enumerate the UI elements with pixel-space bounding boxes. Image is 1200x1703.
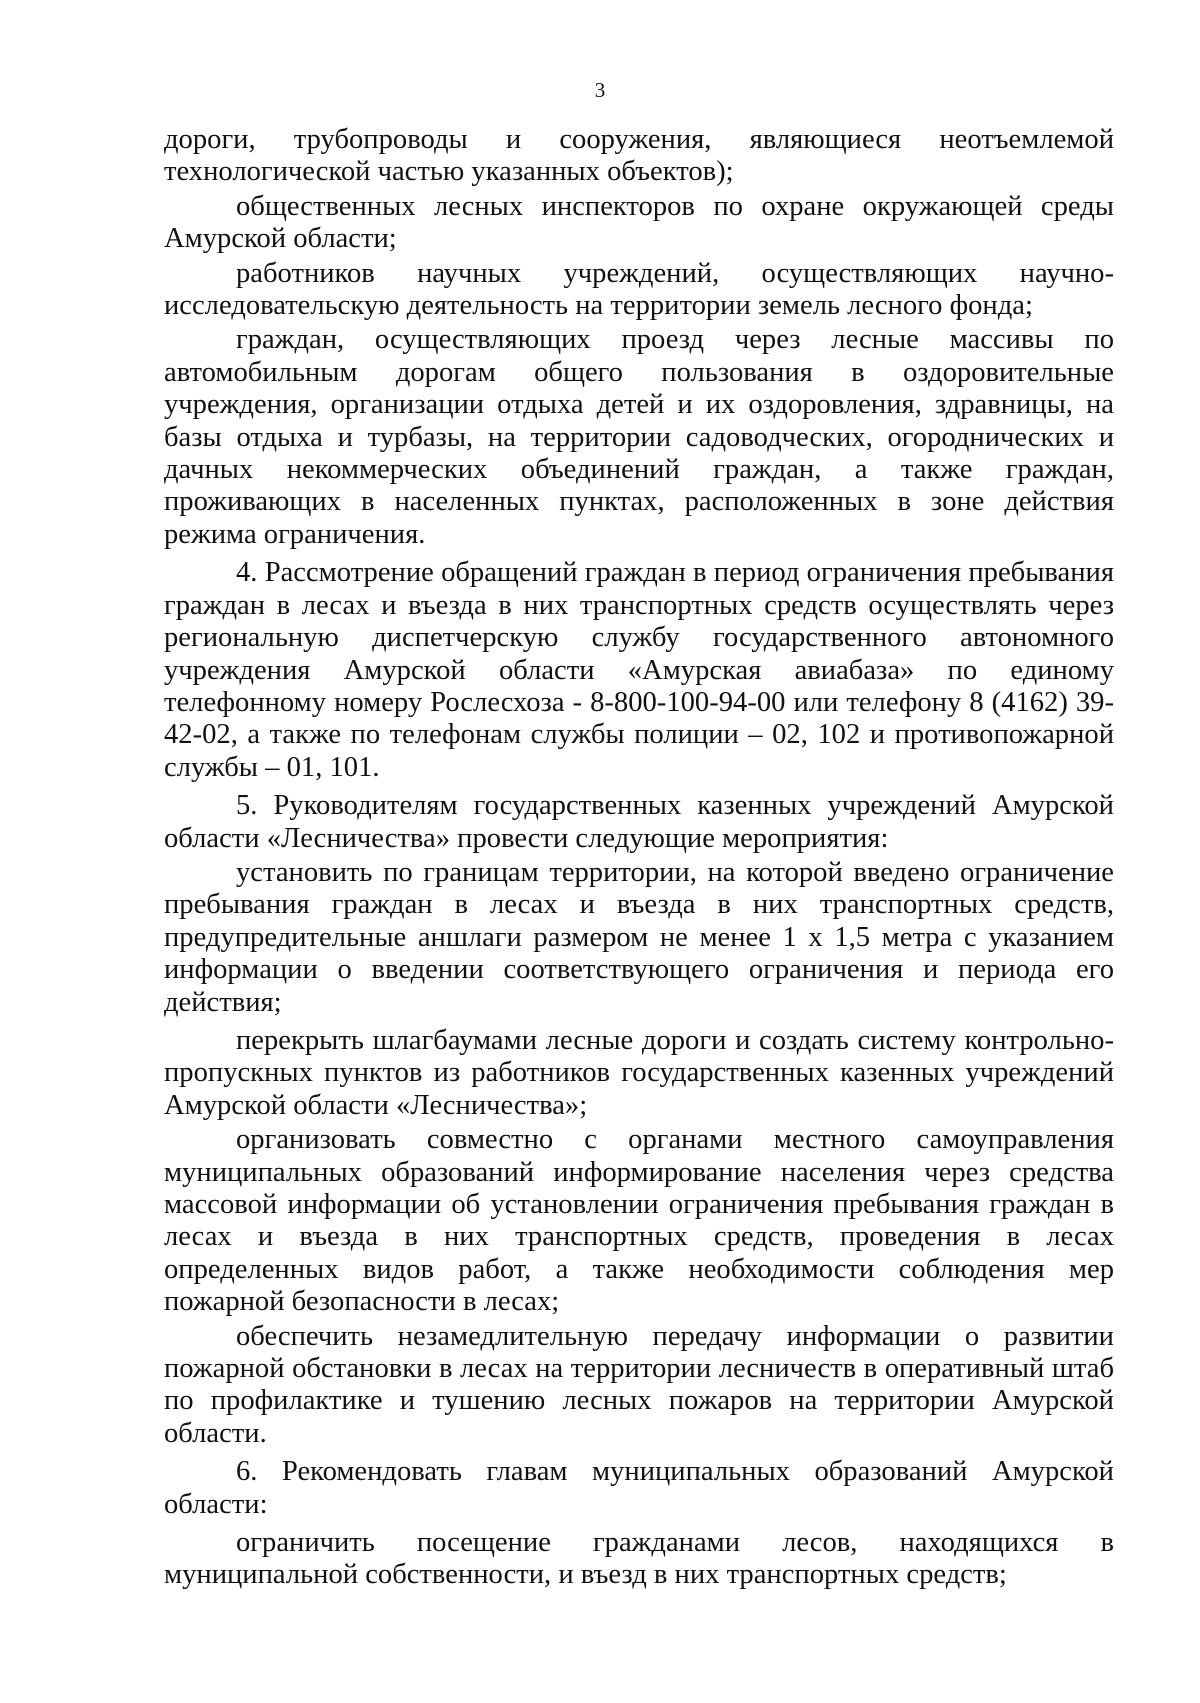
paragraph-restrict-visits: ограничить посещение гражданами лесов, находящихся в муниципальной собственности, и въезд в них транспортных средств; <box>164 1527 1114 1591</box>
paragraph-install-signs: установить по границам территории, на которой введено ограничение пребывания граждан в лесах и въезда в них транспортных средств, предупредительные аншлаги размером не менее 1 х 1,5 метра с указанием информации о введении соответствующего ограничения и периода его действия; <box>164 856 1114 1018</box>
document-body <box>164 124 1114 1592</box>
paragraph-forest-inspectors: общественных лесных инспекторов по охране окружающей среды Амурской области; <box>164 190 1114 255</box>
paragraph-item-4: 4. Рассмотрение обращений граждан в период ограничения пребывания граждан в лесах и въезда в них транспортных средств осуществлять через региональную диспетчерскую службу государственного автономного учреждения Амурской области «Амурская авиабаза» по единому телефонному номеру Рослесхоза - 8-800-100-94-00 или телефону 8 (4162) 39-42-02, а также по телефонам службы полиции – 02, 102 и противопожарной службы – 01, 101. <box>164 557 1114 783</box>
paragraph-inform-population: организовать совместно с органами местного самоуправления муниципальных образований информирование населения через средства массовой информации об установлении ограничения пребывания граждан в лесах и въезда в них транспортных средств, проведения в лесах определенных видов работ, а также необходимости соблюдения мер пожарной безопасности в лесах; <box>164 1124 1114 1318</box>
paragraph-continuation: дороги, трубопроводы и сооружения, являющиеся неотъемлемой технологической частью указанных объектов); <box>164 124 1114 188</box>
paragraph-item-6: 6. Рекомендовать главам муниципальных образований Амурской области: <box>164 1456 1114 1520</box>
paragraph-item-5: 5. Руководителям государственных казенных учреждений Амурской области «Лесничества» провести следующие мероприятия: <box>164 790 1114 854</box>
paragraph-barriers: перекрыть шлагбаумами лесные дороги и создать систему контрольно-пропускных пунктов из работников государственных казенных учреждений Амурской области «Лесничества»; <box>164 1024 1114 1121</box>
paragraph-fire-info: обеспечить незамедлительную передачу информации о развитии пожарной обстановки в лесах на территории лесничеств в оперативный штаб по профилактике и тушению лесных пожаров на территории Амурской области. <box>164 1320 1114 1449</box>
paragraph-citizens-transit: граждан, осуществляющих проезд через лесные массивы по автомобильным дорогам общего пользования в оздоровительные учреждения, организации отдыха детей и их оздоровления, здравницы, на базы отдыха и турбазы, на территории садоводческих, огороднических и дачных некоммерческих объединений граждан, а также граждан, проживающих в населенных пунктах, расположенных в зоне действия режима ограничения. <box>164 324 1114 550</box>
paragraph-scientific-workers: работников научных учреждений, осуществляющих научно-исследовательскую деятельность на территории земель лесного фонда; <box>164 257 1114 322</box>
page-number: 3 <box>594 78 606 102</box>
